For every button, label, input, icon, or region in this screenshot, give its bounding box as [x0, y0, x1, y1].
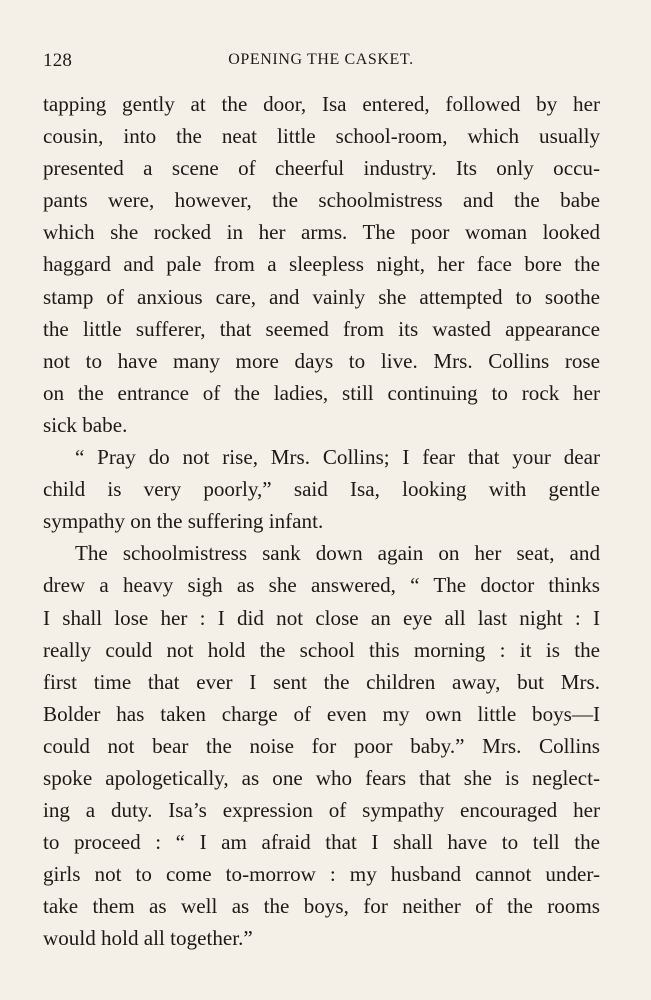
running-head	[43, 50, 599, 72]
text-line: cousin, into the neat little school-room, which usually	[43, 124, 600, 149]
text-line: tapping gently at the door, Isa entered, followed by her	[43, 92, 600, 116]
text-line: the little sufferer, that seemed from its wasted appearance	[43, 316, 600, 341]
text-line: sick babe.	[43, 412, 128, 437]
text-line: on the entrance of the ladies, still continuing to rock her	[43, 380, 600, 405]
body-text	[43, 88, 600, 955]
text-line: Bolder has taken charge of even my own little boys—I	[43, 701, 600, 726]
page-number: 128	[43, 50, 73, 71]
text-line: not to have many more days to live. Mrs. Collins rose	[43, 348, 600, 373]
text-line: first time that ever I sent the children away, but Mrs.	[43, 669, 600, 694]
text-line: drew a heavy sigh as she answered, “ The doctor thinks	[43, 573, 600, 598]
text-line: ing a duty. Isa’s expression of sympathy encouraged her	[43, 798, 600, 823]
text-line: take them as well as the boys, for neither of the rooms	[43, 894, 600, 919]
text-line: presented a scene of cheerful industry. Its only occu-	[43, 156, 600, 181]
text-line: sympathy on the suffering infant.	[43, 509, 324, 534]
text-line: would hold all together.”	[43, 926, 253, 951]
text-line: could not bear the noise for poor baby.” Mrs. Collins	[43, 733, 600, 758]
text-line: spoke apologetically, as one who fears that she is neglect-	[43, 765, 600, 790]
text-line: to proceed : “ I am afraid that I shall have to tell the	[43, 830, 600, 855]
text-line: haggard and pale from a sleepless night, her face bore the	[43, 252, 600, 277]
text-line: which she rocked in her arms. The poor woman looked	[43, 220, 600, 245]
text-line: stamp of anxious care, and vainly she attempted to soothe	[43, 284, 600, 309]
paragraph-first-line: “ Pray do not rise, Mrs. Collins; I fear that your dear	[75, 445, 600, 470]
chapter-title: OPENING THE CASKET.	[228, 51, 414, 68]
text-line: really could not hold the school this morning : it is the	[43, 637, 600, 662]
text-line: girls not to come to-morrow : my husband cannot under-	[43, 862, 600, 887]
paragraph-first-line: The schoolmistress sank down again on her seat, and	[75, 541, 600, 566]
text-line: I shall lose her : I did not close an eye all last night : I	[43, 605, 600, 630]
text-line: child is very poorly,” said Isa, looking with gentle	[43, 477, 600, 502]
text-line: pants were, however, the schoolmistress and the babe	[43, 188, 600, 213]
